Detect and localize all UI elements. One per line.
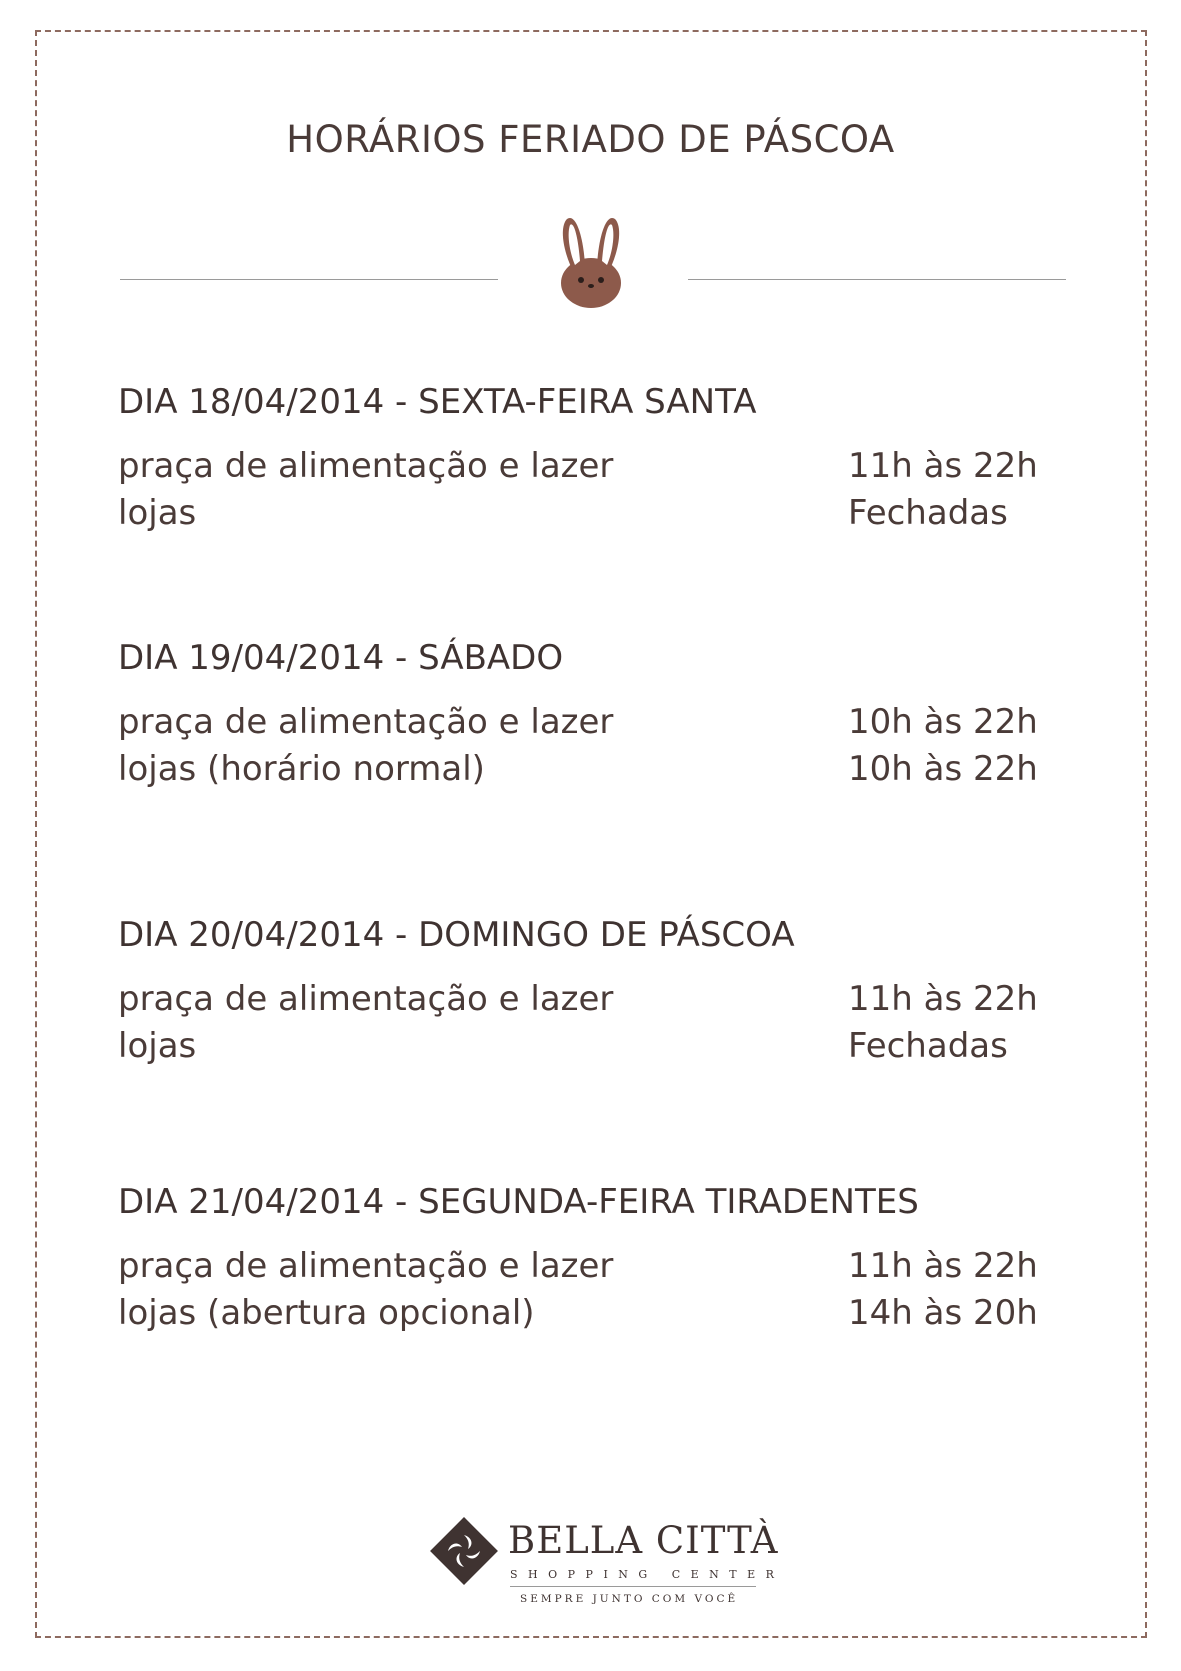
row-value: 14h às 20h	[848, 1292, 1038, 1333]
row-label: praça de alimentação e lazer	[118, 445, 614, 486]
schedule-row	[118, 489, 1078, 536]
brand-name: BELLA CITTÀ	[508, 1519, 779, 1562]
bunny-icon	[553, 213, 629, 309]
row-label: lojas	[118, 492, 197, 533]
row-value: Fechadas	[848, 492, 1008, 533]
logo-mark-icon	[428, 1515, 500, 1587]
row-label: praça de alimentação e lazer	[118, 701, 614, 742]
brand-tagline: SEMPRE JUNTO COM VOCÊ	[520, 1593, 739, 1605]
section-heading: DIA 20/04/2014 - DOMINGO DE PÁSCOA	[118, 915, 795, 955]
row-label: praça de alimentação e lazer	[118, 1245, 614, 1286]
schedule-row	[118, 745, 1078, 792]
schedule-row	[118, 442, 1078, 489]
brand-subtitle: SHOPPING CENTER	[510, 1568, 785, 1581]
section-heading: DIA 18/04/2014 - SEXTA-FEIRA SANTA	[118, 382, 757, 422]
schedule-section-3	[118, 913, 1078, 1069]
row-label: praça de alimentação e lazer	[118, 978, 614, 1019]
section-heading: DIA 21/04/2014 - SEGUNDA-FEIRA TIRADENTES	[118, 1182, 919, 1222]
row-value: 11h às 22h	[848, 445, 1038, 486]
row-value: 11h às 22h	[848, 1245, 1038, 1286]
row-value: 10h às 22h	[848, 748, 1038, 789]
row-label: lojas	[118, 1025, 197, 1066]
schedule-section-1	[118, 380, 1078, 536]
row-value: Fechadas	[848, 1025, 1008, 1066]
schedule-section-2	[118, 636, 1078, 792]
divider-left	[120, 279, 498, 280]
schedule-row	[118, 698, 1078, 745]
page-title: HORÁRIOS FERIADO DE PÁSCOA	[286, 118, 895, 161]
brand-logo	[428, 1515, 785, 1611]
schedule-row	[118, 1242, 1078, 1289]
schedule-row	[118, 1022, 1078, 1069]
brand-divider	[510, 1586, 756, 1587]
row-label: lojas (horário normal)	[118, 748, 485, 789]
row-label: lojas (abertura opcional)	[118, 1292, 535, 1333]
row-value: 11h às 22h	[848, 978, 1038, 1019]
section-heading: DIA 19/04/2014 - SÁBADO	[118, 638, 564, 678]
divider-right	[688, 279, 1066, 280]
schedule-section-4	[118, 1180, 1078, 1336]
row-value: 10h às 22h	[848, 701, 1038, 742]
schedule-row	[118, 975, 1078, 1022]
schedule-row	[118, 1289, 1078, 1336]
